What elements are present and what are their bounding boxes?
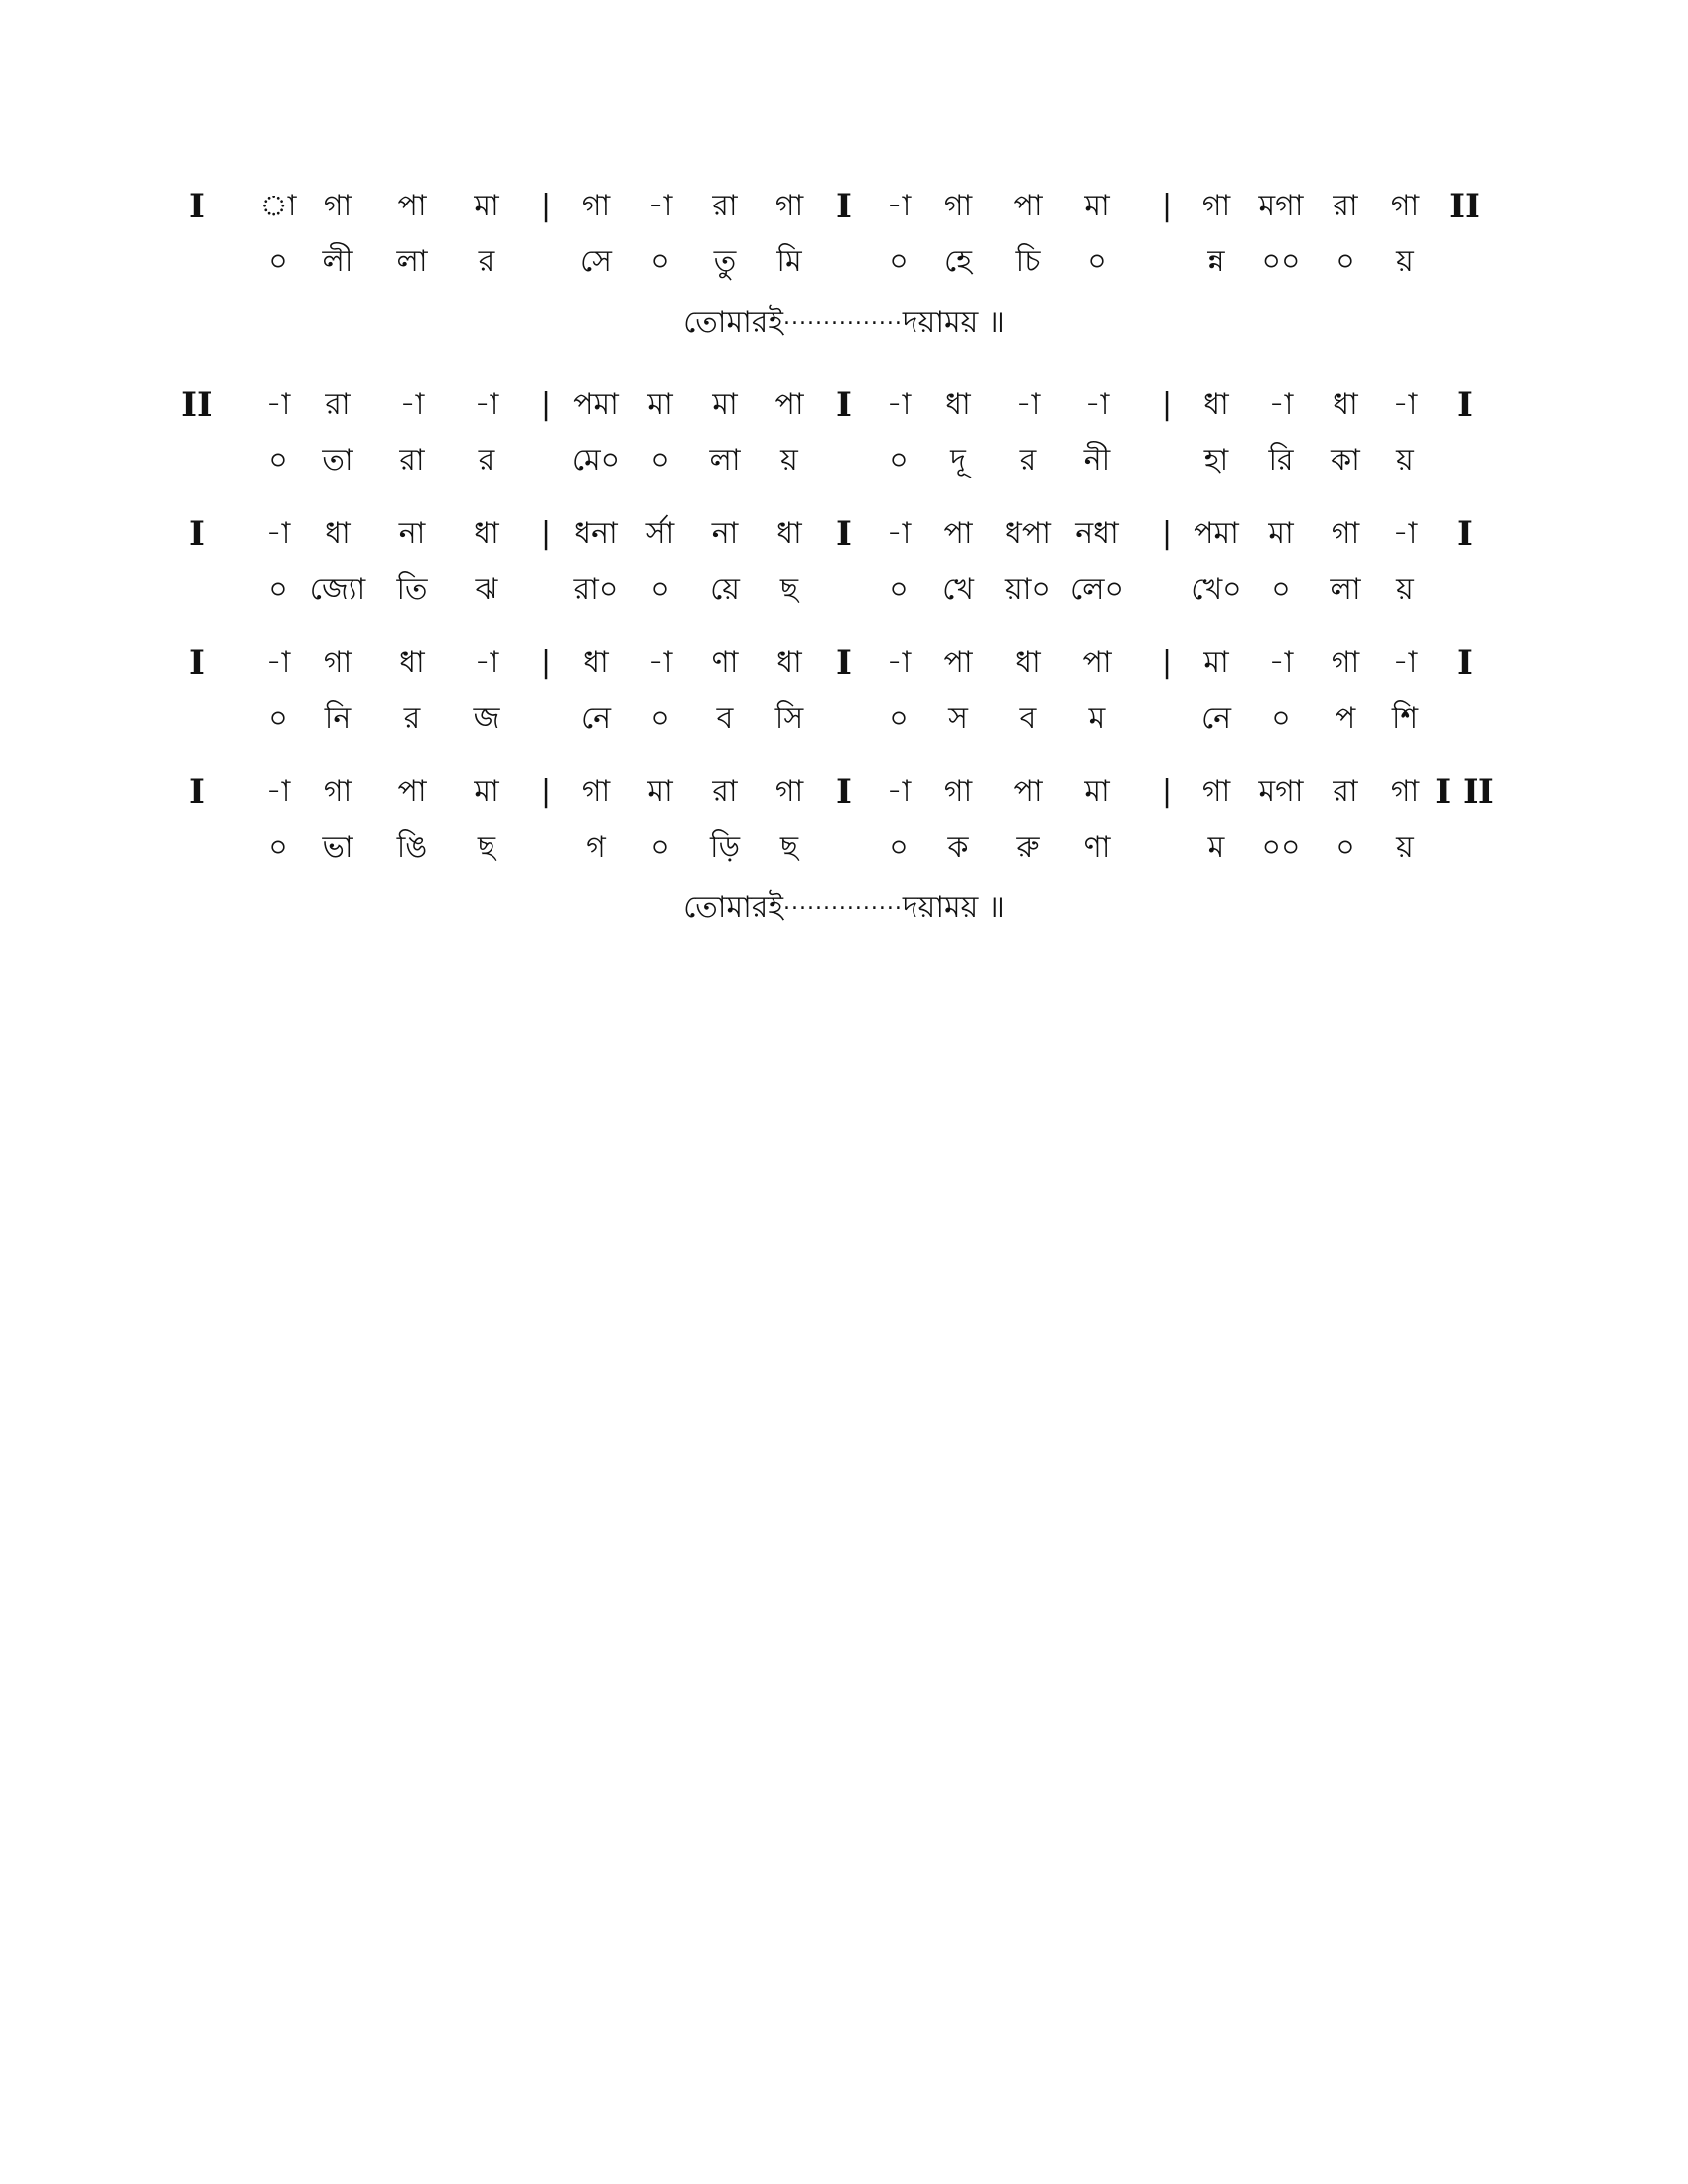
swara-note: গা [1201,189,1231,223]
lyric-syllable: র [403,701,421,736]
lyric-syllable: ০০ [1261,244,1301,279]
swara-note: মা [1084,189,1110,223]
swara-note: পা [1082,645,1112,680]
swara-note: গা [1390,774,1420,809]
lyric-syllable: তু [713,244,737,279]
swara-note: গা [1201,774,1231,809]
lyric-syllable: স [948,701,968,736]
swara-note: পা [397,189,427,223]
swara-note: মা [712,387,738,422]
swara-note: ধা [474,516,499,551]
bar-line: | [1161,387,1173,422]
swara-note: -া [886,516,912,551]
section-marker: I [1457,385,1473,425]
swara-note: -া [647,189,673,223]
lyric-syllable: রি [1268,443,1294,478]
lyric-syllable: ছ [477,830,496,865]
swara-note: র্সা [645,516,675,551]
lyric-syllable: য়ে [710,572,740,607]
lyric-syllable: র [478,443,495,478]
lyric-syllable: য় [1396,830,1414,865]
lyric-syllable: লা [396,244,428,279]
bar-line: | [1161,189,1173,223]
section-marker: I II [1435,772,1494,812]
lyric-syllable: ছ [779,572,799,607]
swara-note: গা [943,189,973,223]
bar-line: | [540,645,552,680]
swara-note: মা [474,189,499,223]
swara-row [189,179,1499,234]
swara-note: পা [943,645,973,680]
lyric-syllable: তা [322,443,353,478]
swara-note: পা [943,516,973,551]
section-marker: II [181,385,212,425]
lyric-syllable: লে০ [1069,572,1125,607]
lyric-syllable: রা০ [573,572,619,607]
refrain-line [189,876,1499,936]
swara-note: নধা [1075,516,1119,551]
lyric-syllable: নি [324,701,352,736]
lyric-syllable: র [478,244,495,279]
section-marker: I [836,187,852,226]
swara-note: ধা [776,516,802,551]
bar-line: | [1161,516,1173,551]
lyric-syllable: শি [1391,701,1419,736]
swara-note: পা [397,774,427,809]
swara-note: ধা [1333,387,1358,422]
swara-note: -া [886,387,912,422]
lyric-syllable: চি [1015,244,1041,279]
lyric-syllable: খে [942,572,974,607]
swara-note: গা [581,189,611,223]
swara-note: রা [325,387,351,422]
swara-row [189,635,1499,691]
refrain-dots: ............... [782,890,903,915]
swara-note: ধা [399,645,425,680]
lyric-row [189,562,1499,617]
swara-note: গা [1390,189,1420,223]
lyric-syllable: ০ [650,244,670,279]
notation-line [189,506,1499,617]
swara-note: গা [581,774,611,809]
lyric-syllable: মি [776,244,802,279]
lyric-syllable: ০ [268,701,288,736]
lyric-syllable: জ [473,701,500,736]
swara-note: -া [886,189,912,223]
swara-row [189,506,1499,562]
lyric-syllable: ০ [889,572,909,607]
lyric-syllable: ক [947,830,969,865]
swara-note: -া [399,387,425,422]
swara-note: না [711,516,739,551]
swara-note: -া [265,516,291,551]
section-marker: I [189,514,205,554]
lyric-syllable: লী [322,244,353,279]
swara-note: -া [474,645,499,680]
swara-note: মা [474,774,499,809]
swara-note: মগা [1258,189,1304,223]
lyric-syllable: হে [944,244,972,279]
swara-row [189,764,1499,820]
lyric-syllable: ব [716,701,734,736]
lyric-syllable: লা [1330,572,1361,607]
swara-note: ধা [776,645,802,680]
bar-line: | [540,516,552,551]
swara-note: না [398,516,426,551]
lyric-syllable: ণা [1083,830,1111,865]
swara-note: ণা [711,645,739,680]
lyric-syllable: ঝ [475,572,498,607]
swara-note: পা [774,387,804,422]
swara-note: পা [1013,189,1043,223]
lyric-syllable: তি [396,572,428,607]
swara-note: ধনা [574,516,618,551]
bar-line: | [1161,774,1173,809]
swara-note: -া [886,774,912,809]
lyric-syllable: রা [399,443,425,478]
swara-note: -া [1392,645,1418,680]
lyric-syllable: সে [580,244,612,279]
lyric-syllable: ঙি [396,830,428,865]
refrain-start: তোমারই [683,305,783,340]
lyric-syllable: জ্যো [309,572,366,607]
lyric-syllable: ভা [322,830,353,865]
lyric-row [189,433,1499,488]
lyric-syllable: ০ [268,830,288,865]
lyric-syllable: প [1335,701,1356,736]
lyric-syllable: নী [1083,443,1111,478]
refrain-line [189,290,1499,350]
lyric-syllable: সি [774,701,804,736]
lyric-syllable: নে [1200,701,1232,736]
bar-line: | [1161,645,1173,680]
lyric-syllable: গ [586,830,606,865]
refrain-end: দয়াময় ॥ [902,890,1005,925]
lyric-syllable: ০ [1087,244,1107,279]
swara-note: গা [774,189,804,223]
swara-note: -া [1084,387,1110,422]
swara-note: রা [1333,189,1358,223]
swara-note: -া [1392,516,1418,551]
swara-note: গা [1331,516,1360,551]
swara-note: ধা [325,516,351,551]
lyric-syllable: য়া০ [1005,572,1051,607]
section-marker: I [189,643,205,683]
notation-line [181,377,1499,488]
swara-note: ধপা [1005,516,1051,551]
section-marker: I [836,514,852,554]
swara-note: -া [1268,645,1294,680]
notation-line [189,764,1499,925]
lyric-row [189,234,1499,290]
swara-note: ধা [1015,645,1041,680]
lyric-syllable: রু [1016,830,1040,865]
swara-note: -া [265,774,291,809]
notation-line [189,635,1499,747]
swara-note: -া [886,645,912,680]
lyric-syllable: নে [580,701,612,736]
swara-note: -া [1392,387,1418,422]
section-marker: I [836,643,852,683]
swara-note: পমা [1194,516,1239,551]
lyric-syllable: ০ [1336,244,1355,279]
lyric-syllable: ব [1019,701,1037,736]
lyric-syllable: য় [780,443,798,478]
lyric-syllable: ০ [650,572,670,607]
lyric-syllable: ০ [889,830,909,865]
swara-note: গা [774,774,804,809]
swara-note: মা [647,774,673,809]
lyric-syllable: ০ [1271,701,1291,736]
lyric-syllable: ন্ন [1207,244,1225,279]
lyric-syllable: ম [1088,701,1106,736]
lyric-syllable: লা [709,443,741,478]
swara-note: গা [323,189,352,223]
lyric-syllable: মে০ [571,443,621,478]
swara-note: ধা [583,645,609,680]
swara-note: -া [1015,387,1041,422]
swara-note: মগা [1258,774,1304,809]
lyric-syllable: ০ [889,443,909,478]
swara-row [181,377,1499,433]
swara-note: -া [1268,387,1294,422]
lyric-row [189,691,1499,747]
swara-note: পমা [573,387,619,422]
swara-note: া [259,189,297,223]
lyric-row [189,820,1499,876]
swara-note: মা [1268,516,1294,551]
section-marker: II [1449,187,1480,226]
lyric-syllable: ০ [889,701,909,736]
lyric-syllable: ০ [1271,572,1291,607]
refrain-dots: ............... [782,305,903,330]
lyric-syllable: র [1019,443,1037,478]
bar-line: | [540,387,552,422]
lyric-syllable: কা [1331,443,1360,478]
lyric-syllable: ০০ [1261,830,1301,865]
lyric-syllable: ০ [650,830,670,865]
swara-note: পা [1013,774,1043,809]
section-marker: I [836,772,852,812]
lyric-syllable: দূ [950,443,966,478]
lyric-syllable: য় [1396,244,1414,279]
lyric-syllable: ০ [1336,830,1355,865]
swara-note: -া [265,645,291,680]
lyric-syllable: য় [1396,572,1414,607]
swara-note: ধা [1203,387,1229,422]
lyric-syllable: ড়ি [709,830,741,865]
lyric-syllable: ০ [889,244,909,279]
lyric-syllable: ০ [268,443,288,478]
bar-line: | [540,189,552,223]
swara-note: রা [1333,774,1358,809]
lyric-syllable: য় [1396,443,1414,478]
lyric-syllable: ছ [779,830,799,865]
lyric-syllable: ০ [268,572,288,607]
lyric-syllable: হা [1203,443,1229,478]
swara-note: -া [474,387,499,422]
swara-note: গা [1331,645,1360,680]
notation-line [189,179,1499,340]
refrain-end: দয়াময় ॥ [902,305,1005,340]
swara-note: মা [1084,774,1110,809]
swara-note: ধা [945,387,971,422]
swara-note: মা [1203,645,1229,680]
section-marker: I [1457,643,1473,683]
lyric-syllable: ০ [650,701,670,736]
section-marker: I [189,772,205,812]
lyric-syllable: খে০ [1191,572,1242,607]
swara-note: -া [647,645,673,680]
lyric-syllable: ০ [268,244,288,279]
lyric-syllable: ম [1207,830,1225,865]
swara-note: -া [265,387,291,422]
swara-note: রা [712,774,738,809]
refrain-start: তোমারই [683,890,783,925]
section-marker: I [189,187,205,226]
section-marker: I [836,385,852,425]
section-marker: I [1457,514,1473,554]
swara-note: গা [323,645,352,680]
swara-note: গা [943,774,973,809]
lyric-syllable: ০ [650,443,670,478]
swara-note: রা [712,189,738,223]
swara-note: গা [323,774,352,809]
swara-note: মা [647,387,673,422]
bar-line: | [540,774,552,809]
